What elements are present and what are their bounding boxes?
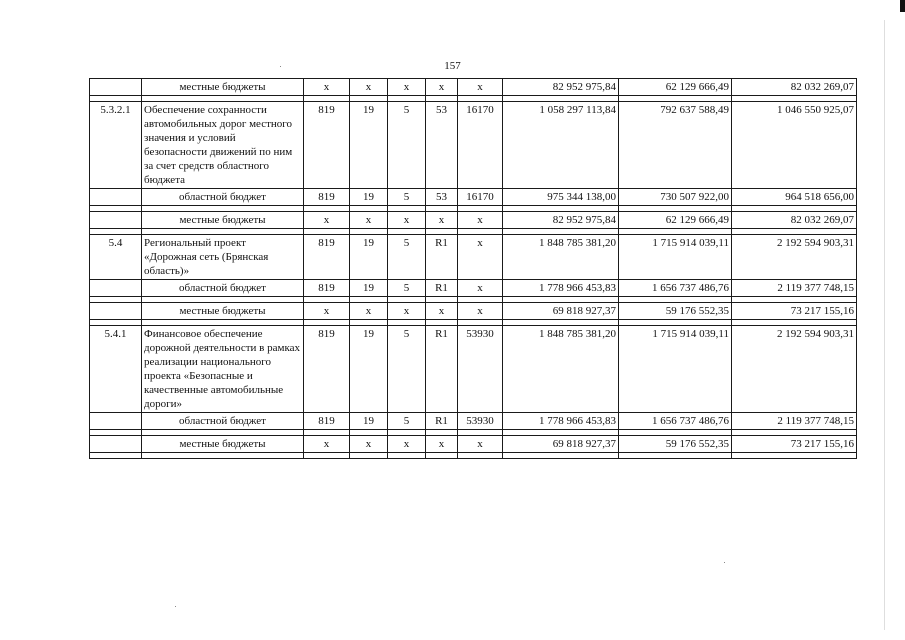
grbs-code-cell: 819	[304, 235, 350, 280]
section-code-cell: 19	[350, 102, 388, 189]
page-number: 157	[444, 60, 461, 72]
row-code-cell	[90, 280, 142, 297]
section-code-cell: х	[350, 212, 388, 229]
amount-year-2-cell: 730 507 922,00	[619, 189, 732, 206]
spacer-cell	[350, 453, 388, 459]
direction-code-cell: 53930	[458, 413, 503, 430]
row-code-cell: 5.4.1	[90, 326, 142, 413]
table-row	[90, 413, 857, 430]
program-code-cell: х	[426, 79, 458, 96]
spacer-cell	[90, 453, 142, 459]
scan-speck	[175, 606, 176, 607]
direction-code-cell: 53930	[458, 326, 503, 413]
section-code-cell: х	[350, 79, 388, 96]
grbs-code-cell: х	[304, 212, 350, 229]
spacer-cell	[142, 453, 304, 459]
amount-year-3-cell: 82 032 269,07	[732, 79, 857, 96]
spacer-cell	[458, 453, 503, 459]
program-code-cell: R1	[426, 280, 458, 297]
grbs-code-cell: х	[304, 303, 350, 320]
table-row	[90, 326, 857, 413]
amount-year-2-cell: 1 656 737 486,76	[619, 413, 732, 430]
spacer-cell	[732, 453, 857, 459]
row-code-cell	[90, 303, 142, 320]
subsection-code-cell: 5	[388, 189, 426, 206]
amount-year-2-cell: 792 637 588,49	[619, 102, 732, 189]
row-name-cell: местные бюджеты	[142, 303, 304, 320]
amount-year-2-cell: 62 129 666,49	[619, 79, 732, 96]
amount-year-2-cell: 59 176 552,35	[619, 436, 732, 453]
row-code-cell	[90, 413, 142, 430]
direction-code-cell: х	[458, 303, 503, 320]
row-name-cell: местные бюджеты	[142, 436, 304, 453]
row-code-cell	[90, 189, 142, 206]
direction-code-cell: х	[458, 436, 503, 453]
direction-code-cell: х	[458, 79, 503, 96]
row-code-cell	[90, 212, 142, 229]
amount-year-2-cell: 62 129 666,49	[619, 212, 732, 229]
row-name-cell: областной бюджет	[142, 189, 304, 206]
scan-speck	[724, 562, 725, 563]
section-code-cell: 19	[350, 189, 388, 206]
row-name-cell: областной бюджет	[142, 280, 304, 297]
amount-year-3-cell: 1 046 550 925,07	[732, 102, 857, 189]
subsection-code-cell: 5	[388, 102, 426, 189]
row-code-cell	[90, 436, 142, 453]
amount-year-3-cell: 73 217 155,16	[732, 303, 857, 320]
amount-year-1-cell: 1 778 966 453,83	[503, 280, 619, 297]
program-code-cell: 53	[426, 189, 458, 206]
amount-year-1-cell: 82 952 975,84	[503, 212, 619, 229]
table-row	[90, 303, 857, 320]
table-row	[90, 436, 857, 453]
amount-year-2-cell: 1 715 914 039,11	[619, 326, 732, 413]
table-row	[90, 102, 857, 189]
scan-edge-line	[884, 20, 885, 630]
program-code-cell: R1	[426, 413, 458, 430]
grbs-code-cell: 819	[304, 326, 350, 413]
section-code-cell: х	[350, 303, 388, 320]
section-code-cell: 19	[350, 235, 388, 280]
amount-year-1-cell: 69 818 927,37	[503, 436, 619, 453]
program-code-cell: R1	[426, 326, 458, 413]
program-code-cell: х	[426, 303, 458, 320]
grbs-code-cell: 819	[304, 413, 350, 430]
direction-code-cell: х	[458, 280, 503, 297]
amount-year-1-cell: 1 778 966 453,83	[503, 413, 619, 430]
table-row	[90, 235, 857, 280]
program-code-cell: х	[426, 436, 458, 453]
row-code-cell	[90, 79, 142, 96]
grbs-code-cell: х	[304, 79, 350, 96]
section-code-cell: 19	[350, 413, 388, 430]
table-body	[90, 79, 857, 459]
table-row	[90, 189, 857, 206]
grbs-code-cell: 819	[304, 189, 350, 206]
row-code-cell: 5.4	[90, 235, 142, 280]
row-name-cell: Финансовое обеспечение дорожной деятельности в рамках реализации национального проекта «Безопасные и качественные автомобильные дороги»	[142, 326, 304, 413]
amount-year-3-cell: 2 119 377 748,15	[732, 280, 857, 297]
subsection-code-cell: 5	[388, 235, 426, 280]
section-code-cell: х	[350, 436, 388, 453]
amount-year-3-cell: 2 192 594 903,31	[732, 326, 857, 413]
amount-year-1-cell: 82 952 975,84	[503, 79, 619, 96]
subsection-code-cell: 5	[388, 280, 426, 297]
row-name-cell: местные бюджеты	[142, 79, 304, 96]
amount-year-3-cell: 2 192 594 903,31	[732, 235, 857, 280]
amount-year-1-cell: 975 344 138,00	[503, 189, 619, 206]
amount-year-2-cell: 1 715 914 039,11	[619, 235, 732, 280]
row-code-cell: 5.3.2.1	[90, 102, 142, 189]
grbs-code-cell: 819	[304, 280, 350, 297]
spacer-cell	[426, 453, 458, 459]
spacer-cell	[304, 453, 350, 459]
amount-year-3-cell: 964 518 656,00	[732, 189, 857, 206]
row-spacer	[90, 453, 857, 459]
subsection-code-cell: х	[388, 79, 426, 96]
grbs-code-cell: х	[304, 436, 350, 453]
subsection-code-cell: х	[388, 212, 426, 229]
amount-year-3-cell: 82 032 269,07	[732, 212, 857, 229]
program-code-cell: х	[426, 212, 458, 229]
direction-code-cell: 16170	[458, 102, 503, 189]
section-code-cell: 19	[350, 280, 388, 297]
table-row	[90, 280, 857, 297]
amount-year-1-cell: 1 848 785 381,20	[503, 235, 619, 280]
spacer-cell	[388, 453, 426, 459]
amount-year-2-cell: 1 656 737 486,76	[619, 280, 732, 297]
subsection-code-cell: 5	[388, 413, 426, 430]
amount-year-1-cell: 1 848 785 381,20	[503, 326, 619, 413]
section-code-cell: 19	[350, 326, 388, 413]
amount-year-2-cell: 59 176 552,35	[619, 303, 732, 320]
direction-code-cell: 16170	[458, 189, 503, 206]
subsection-code-cell: х	[388, 436, 426, 453]
row-name-cell: Обеспечение сохранности автомобильных дорог местного значения и условий безопасности движений по ним за счет средств областного бюджета	[142, 102, 304, 189]
row-name-cell: Региональный проект «Дорожная сеть (Брянская область)»	[142, 235, 304, 280]
subsection-code-cell: 5	[388, 326, 426, 413]
scan-corner-mark	[900, 0, 905, 12]
table-row	[90, 212, 857, 229]
amount-year-1-cell: 1 058 297 113,84	[503, 102, 619, 189]
spacer-cell	[503, 453, 619, 459]
program-code-cell: R1	[426, 235, 458, 280]
direction-code-cell: х	[458, 212, 503, 229]
subsection-code-cell: х	[388, 303, 426, 320]
spacer-cell	[619, 453, 732, 459]
amount-year-3-cell: 2 119 377 748,15	[732, 413, 857, 430]
budget-table	[89, 78, 857, 459]
program-code-cell: 53	[426, 102, 458, 189]
table-row	[90, 79, 857, 96]
grbs-code-cell: 819	[304, 102, 350, 189]
direction-code-cell: х	[458, 235, 503, 280]
amount-year-3-cell: 73 217 155,16	[732, 436, 857, 453]
row-name-cell: местные бюджеты	[142, 212, 304, 229]
row-name-cell: областной бюджет	[142, 413, 304, 430]
amount-year-1-cell: 69 818 927,37	[503, 303, 619, 320]
